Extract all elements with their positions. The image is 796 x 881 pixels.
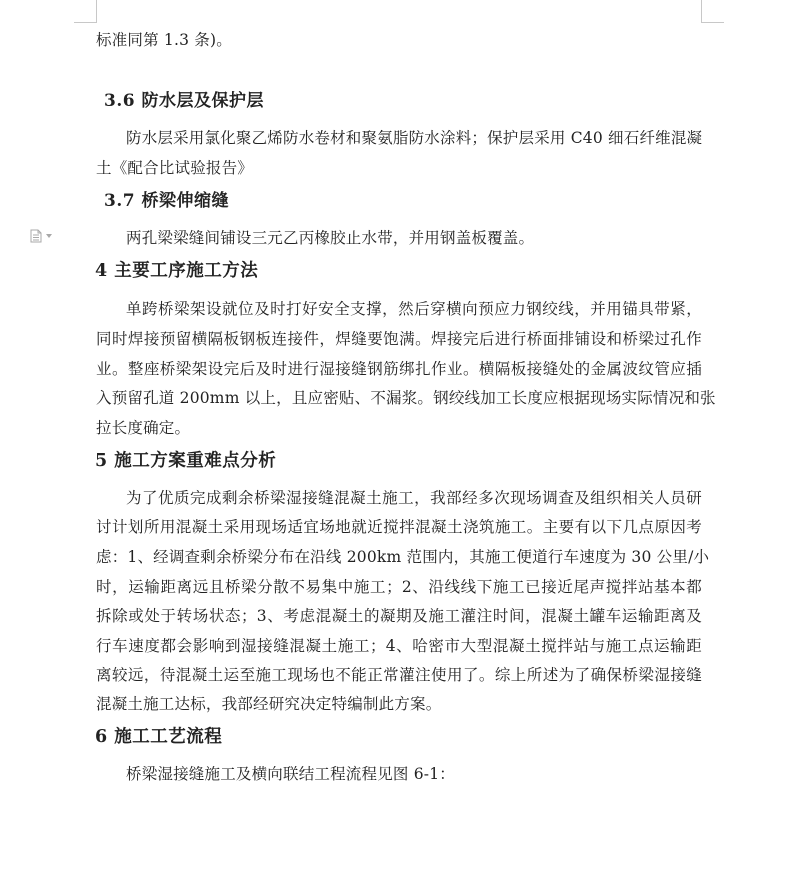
paragraph-line: 两孔梁梁缝间铺设三元乙丙橡胶止水带，并用钢盖板覆盖。 xyxy=(126,229,535,247)
paragraph-line: 讨计划所用混凝土采用现场适宜场地就近搅拌混凝土浇筑施工。主要有以下几点原因考 xyxy=(96,518,702,536)
heading-3-6: 3.6 防水层及保护层 xyxy=(104,91,264,111)
paragraph-line: 防水层采用氯化聚乙烯防水卷材和聚氨脂防水涂料；保护层采用 C40 细石纤维混凝 xyxy=(126,129,703,147)
paragraph-line: 为了优质完成剩余桥梁湿接缝混凝土施工，我部经多次现场调查及组织相关人员研 xyxy=(126,489,702,507)
continuation-line: 标准同第 1.3 条)。 xyxy=(96,31,232,49)
paragraph-line: 同时焊接预留横隔板钢板连接件，焊缝要饱满。焊接完后进行桥面排铺设和桥梁过孔作 xyxy=(96,330,702,348)
paragraph-line: 离较远，待混凝土运至施工现场也不能正常灌注使用了。综上所述为了确保桥梁湿接缝 xyxy=(96,666,702,684)
paragraph-line: 行车速度都会影响到湿接缝混凝土施工；4、哈密市大型混凝土搅拌站与施工点运输距 xyxy=(96,637,702,655)
paragraph-line: 业。整座桥梁架设完后及时进行湿接缝钢筋绑扎作业。横隔板接缝处的金属波纹管应插 xyxy=(96,360,702,378)
paragraph-line: 拆除或处于转场状态；3、考虑混凝土的凝期及施工灌注时间，混凝土罐车运输距离及 xyxy=(96,607,702,625)
paragraph-line: 单跨桥梁架设就位及时打好安全支撑，然后穿横向预应力钢绞线，并用锚具带紧， xyxy=(126,300,702,318)
document-icon[interactable] xyxy=(30,229,54,243)
paragraph-line: 时，运输距离远且桥梁分散不易集中施工；2、沿线线下施工已接近尾声搅拌站基本都 xyxy=(96,578,702,596)
paragraph-line: 拉长度确定。 xyxy=(96,419,191,437)
paragraph-line: 虑：1、经调查剩余桥梁分布在沿线 200km 范围内，其施工便道行车速度为 30 公里/小 xyxy=(96,548,710,566)
paragraph-line: 土《配合比试验报告》 xyxy=(96,159,254,177)
heading-4: 4 主要工序施工方法 xyxy=(95,261,259,281)
heading-6: 6 施工工艺流程 xyxy=(95,727,223,747)
chevron-down-icon xyxy=(46,234,52,238)
page-glyph-icon xyxy=(30,229,43,243)
crop-mark-top-left xyxy=(74,0,97,23)
heading-3-7: 3.7 桥梁伸缩缝 xyxy=(104,191,229,211)
paragraph-line: 桥梁湿接缝施工及横向联结工程流程见图 6-1： xyxy=(126,765,455,783)
paragraph-line: 入预留孔道 200mm 以上，且应密贴、不漏浆。钢绞线加工长度应根据现场实际情况和张 xyxy=(96,389,716,407)
paragraph-line: 混凝土施工达标，我部经研究决定特编制此方案。 xyxy=(96,695,442,713)
heading-5: 5 施工方案重难点分析 xyxy=(95,451,277,471)
crop-mark-top-right xyxy=(701,0,724,23)
